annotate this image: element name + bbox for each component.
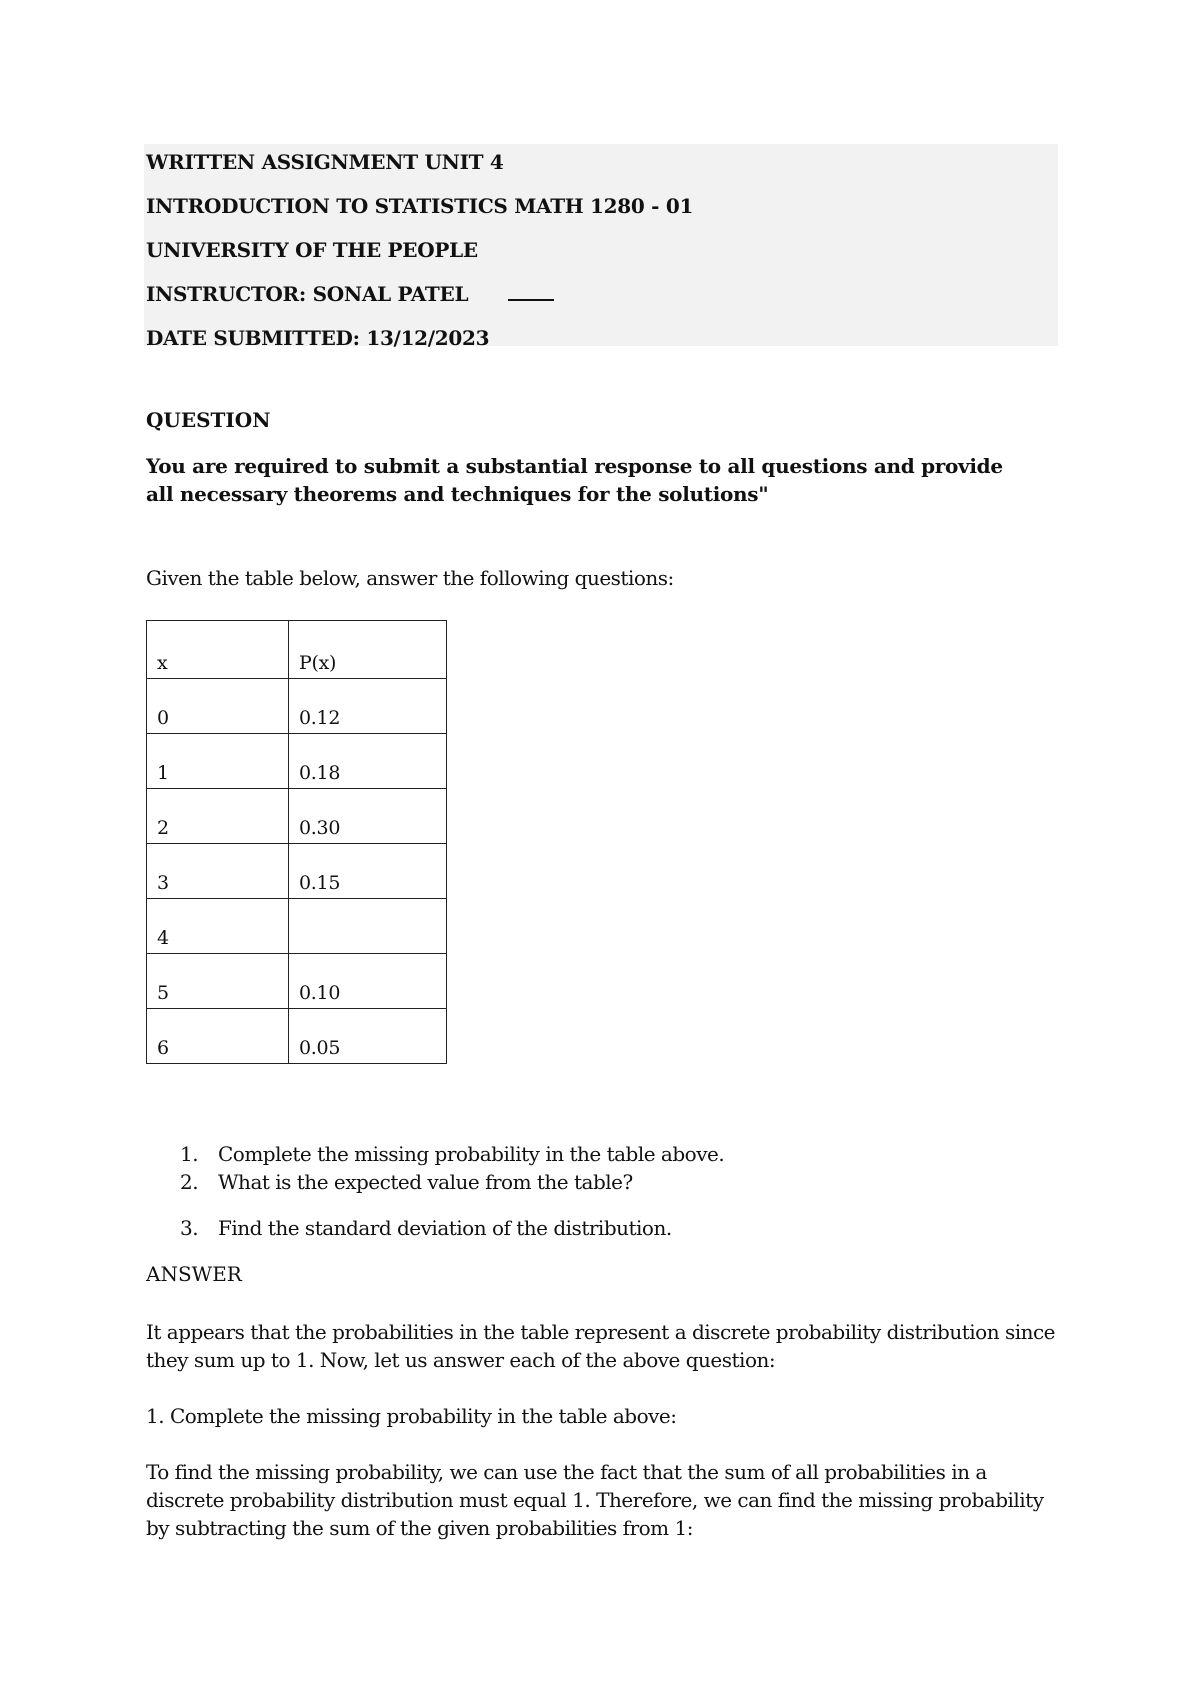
cell-x: 0 <box>147 679 289 734</box>
question-heading: QUESTION <box>146 408 271 432</box>
list-text: Complete the missing probability in the table above. <box>218 1142 725 1166</box>
list-number: 1. <box>180 1142 199 1166</box>
list-item <box>180 1142 724 1166</box>
cell-x: 5 <box>147 954 289 1009</box>
list-number: 3. <box>180 1216 199 1240</box>
date-submitted: DATE SUBMITTED: 13/12/2023 <box>146 326 490 350</box>
header-px: P(x) <box>289 621 447 679</box>
cell-p: 0.30 <box>289 789 447 844</box>
cell-x: 6 <box>147 1009 289 1064</box>
table-header-row <box>147 621 447 679</box>
title-block <box>144 144 1058 350</box>
cell-p-missing <box>289 899 447 954</box>
cell-p: 0.10 <box>289 954 447 1009</box>
cell-p: 0.05 <box>289 1009 447 1064</box>
list-item <box>180 1216 672 1240</box>
university-name: UNIVERSITY OF THE PEOPLE <box>146 238 478 262</box>
list-text: What is the expected value from the table? <box>218 1170 633 1194</box>
cell-x: 4 <box>147 899 289 954</box>
answer-paragraph: It appears that the probabilities in the table represent a discrete probability distribution since they sum up to 1. Now, let us answer each of the above question: <box>146 1320 1056 1372</box>
header-x: x <box>147 621 289 679</box>
underline-blank <box>508 283 554 301</box>
instructor-name: INSTRUCTOR: SONAL PATEL <box>146 282 469 306</box>
table-row <box>147 789 447 844</box>
cell-p: 0.12 <box>289 679 447 734</box>
table-row <box>147 679 447 734</box>
answer-heading: ANSWER <box>146 1262 242 1286</box>
list-item <box>180 1170 633 1194</box>
table-row <box>147 1009 447 1064</box>
table-row <box>147 899 447 954</box>
probability-table <box>146 620 447 1064</box>
course-title: INTRODUCTION TO STATISTICS MATH 1280 - 01 <box>146 194 694 218</box>
question-instructions: You are required to submit a substantial response to all questions and provide all necessary theorems and techniques for the solutions" <box>146 454 1003 506</box>
list-number: 2. <box>180 1170 199 1194</box>
answer-paragraph: To find the missing probability, we can use the fact that the sum of all probabilities in a discrete probability distribution must equal 1. Therefore, we can find the missing probability by subtracting the sum of the given probabilities from 1: <box>146 1460 1044 1540</box>
cell-x: 2 <box>147 789 289 844</box>
table-intro: Given the table below, answer the following questions: <box>146 566 674 590</box>
cell-x: 3 <box>147 844 289 899</box>
cell-x: 1 <box>147 734 289 789</box>
table-row <box>147 734 447 789</box>
instructor-line <box>146 282 554 306</box>
list-text: Find the standard deviation of the distribution. <box>218 1216 672 1240</box>
table-row <box>147 954 447 1009</box>
assignment-title: WRITTEN ASSIGNMENT UNIT 4 <box>146 150 504 174</box>
answer-subheading: 1. Complete the missing probability in the table above: <box>146 1404 677 1428</box>
table-row <box>147 844 447 899</box>
cell-p: 0.15 <box>289 844 447 899</box>
cell-p: 0.18 <box>289 734 447 789</box>
